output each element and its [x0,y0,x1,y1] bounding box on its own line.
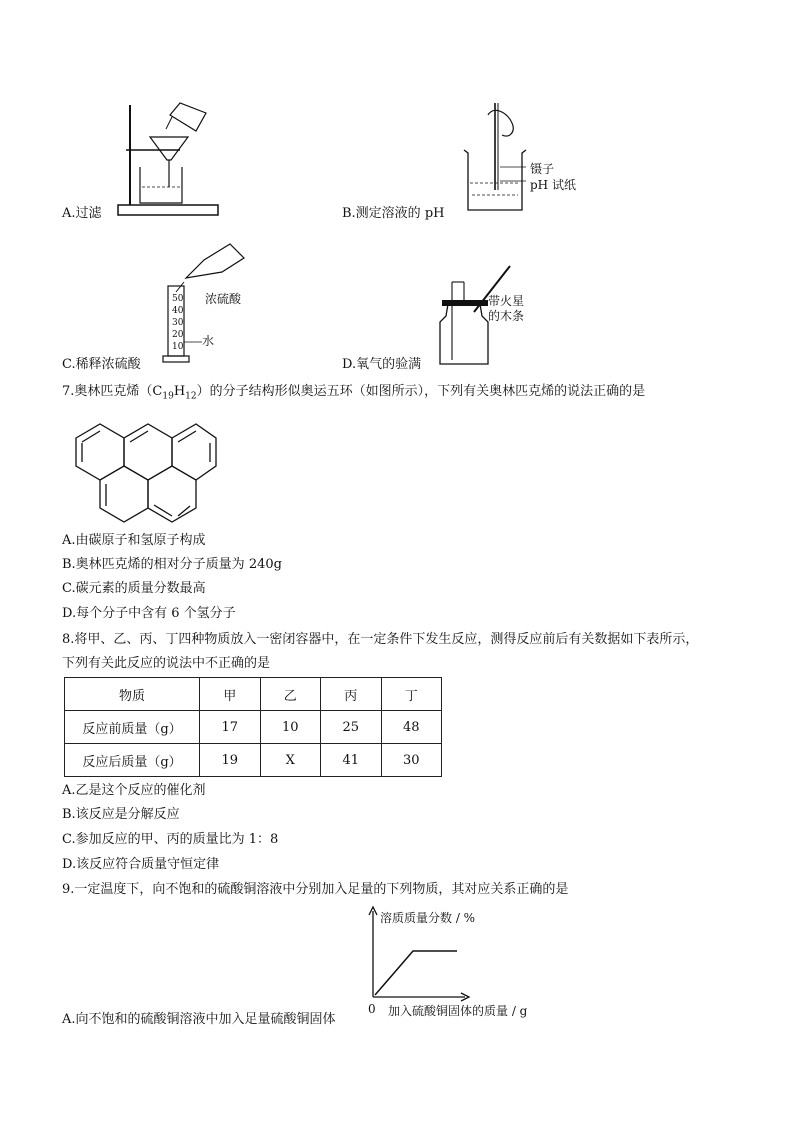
table-row [65,744,442,777]
q8-option-d: D.该反应符合质量守恒定律 [62,857,220,872]
q7-stem-prefix: 7.奥林匹克烯（C [62,384,163,399]
q9-option-a: A.向不饱和的硫酸铜溶液中加入足量硫酸铜固体 [62,1012,336,1027]
scale-30: 30 [172,318,184,328]
q9-stem: 9.一定温度下，向不饱和的硫酸铜溶液中分别加入足量的下列物质，其对应关系正确的是 [62,882,569,897]
table-header-cell: 乙 [260,678,321,711]
q7-stem-mid: H [173,384,186,399]
table-cell: 30 [381,744,442,777]
graph-y-label: 溶质质量分数 / % [380,911,476,925]
stick-callout-line1: 带火星 [488,294,525,308]
table-cell: X [260,744,321,777]
q7-option-a: A.由碳原子和氢原子构成 [62,533,206,548]
ph-paper-callout: pH 试纸 [530,178,576,192]
q7-stem [62,383,645,406]
option-a-filtration-label: A.过滤 [62,206,102,221]
q7-sub-19: 19 [162,391,174,402]
ph-test-figure [460,95,590,215]
table-cell: 10 [260,711,321,744]
graph-x-label: 加入硫酸铜固体的质量 / g [388,1004,528,1018]
table-header-row [65,678,442,711]
q8-option-a: A.乙是这个反应的催化剂 [62,783,206,798]
table-header-cell: 丙 [321,678,382,711]
q7-option-d: D.每个分子中含有 6 个氢分子 [62,606,236,621]
option-c-dilution-label: C.稀释浓硫酸 [62,357,141,372]
table-row [65,711,442,744]
scale-40: 40 [172,306,184,316]
option-d-oxygen-label: D.氧气的验满 [342,357,422,372]
scale-50: 50 [172,294,184,304]
q8-stem-line1: 8.将甲、乙、丙、丁四种物质放入一密闭容器中，在一定条件下发生反应，测得反应前后有关数据如下表所示， [62,632,699,647]
option-b-ph-label: B.测定溶液的 pH [342,206,445,221]
table-cell: 25 [321,711,382,744]
water-callout: 水 [202,334,215,348]
q7-option-c: C.碳元素的质量分数最高 [62,581,206,596]
tweezers-callout: 镊子 [530,162,555,176]
olympicene-structure [70,410,220,528]
table-header-cell: 丁 [381,678,442,711]
q8-option-c: C.参加反应的甲、丙的质量比为 1：8 [62,832,279,847]
table-cell: 17 [200,711,261,744]
graph-origin: 0 [368,1002,376,1016]
table-cell: 19 [200,744,261,777]
q7-sub-12: 12 [185,391,197,402]
scale-10: 10 [172,342,184,352]
table-cell: 反应前质量（g） [65,711,200,744]
q8-option-b: B.该反应是分解反应 [62,807,180,822]
table-cell: 41 [321,744,382,777]
q7-option-b: B.奥林匹克烯的相对分子质量为 240g [62,557,282,572]
table-header-cell: 物质 [65,678,200,711]
table-header-cell: 甲 [200,678,261,711]
table-cell: 反应后质量（g） [65,744,200,777]
table-cell: 48 [381,711,442,744]
scale-20: 20 [172,330,184,340]
filtration-apparatus-figure [110,95,230,220]
q8-data-table [64,677,442,777]
stick-callout-line2: 的木条 [488,309,525,323]
q8-stem-line2: 下列有关此反应的说法中不正确的是 [62,656,271,671]
conc-acid-callout: 浓硫酸 [205,292,242,306]
q7-stem-suffix: ）的分子结构形似奥运五环（如图所示），下列有关奥林匹克烯的说法正确的是 [196,384,646,399]
